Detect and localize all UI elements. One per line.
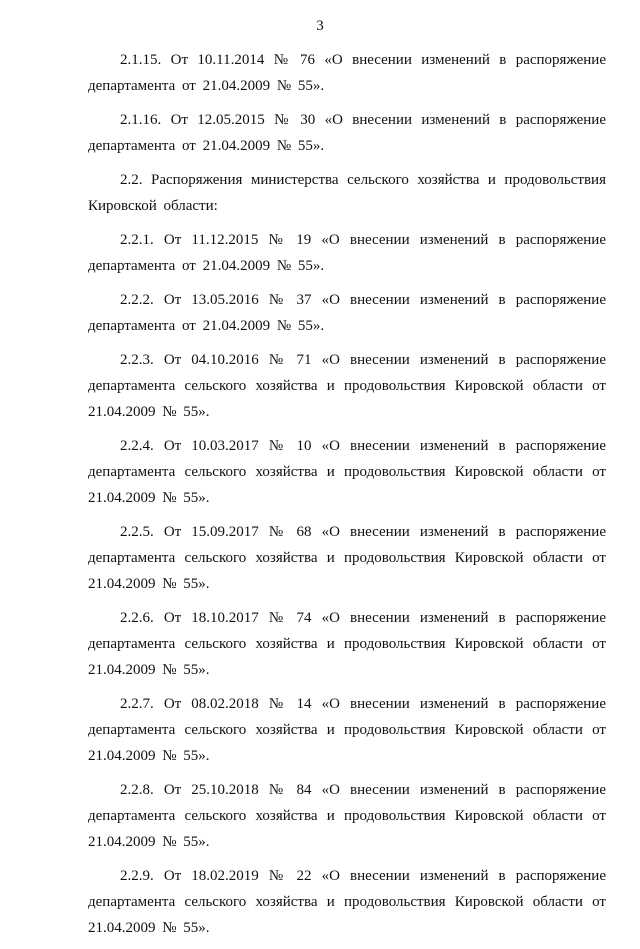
paragraph-2-2-1: 2.2.1. От 11.12.2015 № 19 «О внесении изменений в распоряжение департамента от 21.04.2009 № 55». [88, 232, 606, 274]
paragraph-2-2-4: 2.2.4. От 10.03.2017 № 10 «О внесении изменений в распоряжение департамента сельского хозяйства и продовольствия Кировской области от 21.04.2009 № 55». [88, 438, 606, 506]
paragraph-2-2-3: 2.2.3. От 04.10.2016 № 71 «О внесении изменений в распоряжение департамента сельского хозяйства и продовольствия Кировской области от 21.04.2009 № 55». [88, 352, 606, 420]
page-number: 3 [316, 18, 324, 34]
paragraph-2-2-6: 2.2.6. От 18.10.2017 № 74 «О внесении изменений в распоряжение департамента сельского хозяйства и продовольствия Кировской области от 21.04.2009 № 55». [88, 610, 606, 678]
paragraph-2-1-15: 2.1.15. От 10.11.2014 № 76 «О внесении изменений в распоряжение департамента от 21.04.2009 № 55». [88, 52, 606, 94]
paragraph-2-2-5: 2.2.5. От 15.09.2017 № 68 «О внесении изменений в распоряжение департамента сельского хозяйства и продовольствия Кировской области от 21.04.2009 № 55». [88, 524, 606, 592]
paragraph-2-2-2: 2.2.2. От 13.05.2016 № 37 «О внесении изменений в распоряжение департамента от 21.04.2009 № 55». [88, 292, 606, 334]
paragraph-2-2-8: 2.2.8. От 25.10.2018 № 84 «О внесении изменений в распоряжение департамента сельского хозяйства и продовольствия Кировской области от 21.04.2009 № 55». [88, 782, 606, 850]
paragraph-2-2-7: 2.2.7. От 08.02.2018 № 14 «О внесении изменений в распоряжение департамента сельского хозяйства и продовольствия Кировской области от 21.04.2009 № 55». [88, 696, 606, 764]
paragraph-2-1-16: 2.1.16. От 12.05.2015 № 30 «О внесении изменений в распоряжение департамента от 21.04.2009 № 55». [88, 112, 606, 154]
paragraph-2-2: 2.2. Распоряжения министерства сельского хозяйства и продовольствия Кировской области: [88, 172, 606, 214]
paragraph-2-2-9: 2.2.9. От 18.02.2019 № 22 «О внесении изменений в распоряжение департамента сельского хозяйства и продовольствия Кировской области от 21.04.2009 № 55». [88, 868, 606, 936]
document-body [88, 47, 606, 949]
